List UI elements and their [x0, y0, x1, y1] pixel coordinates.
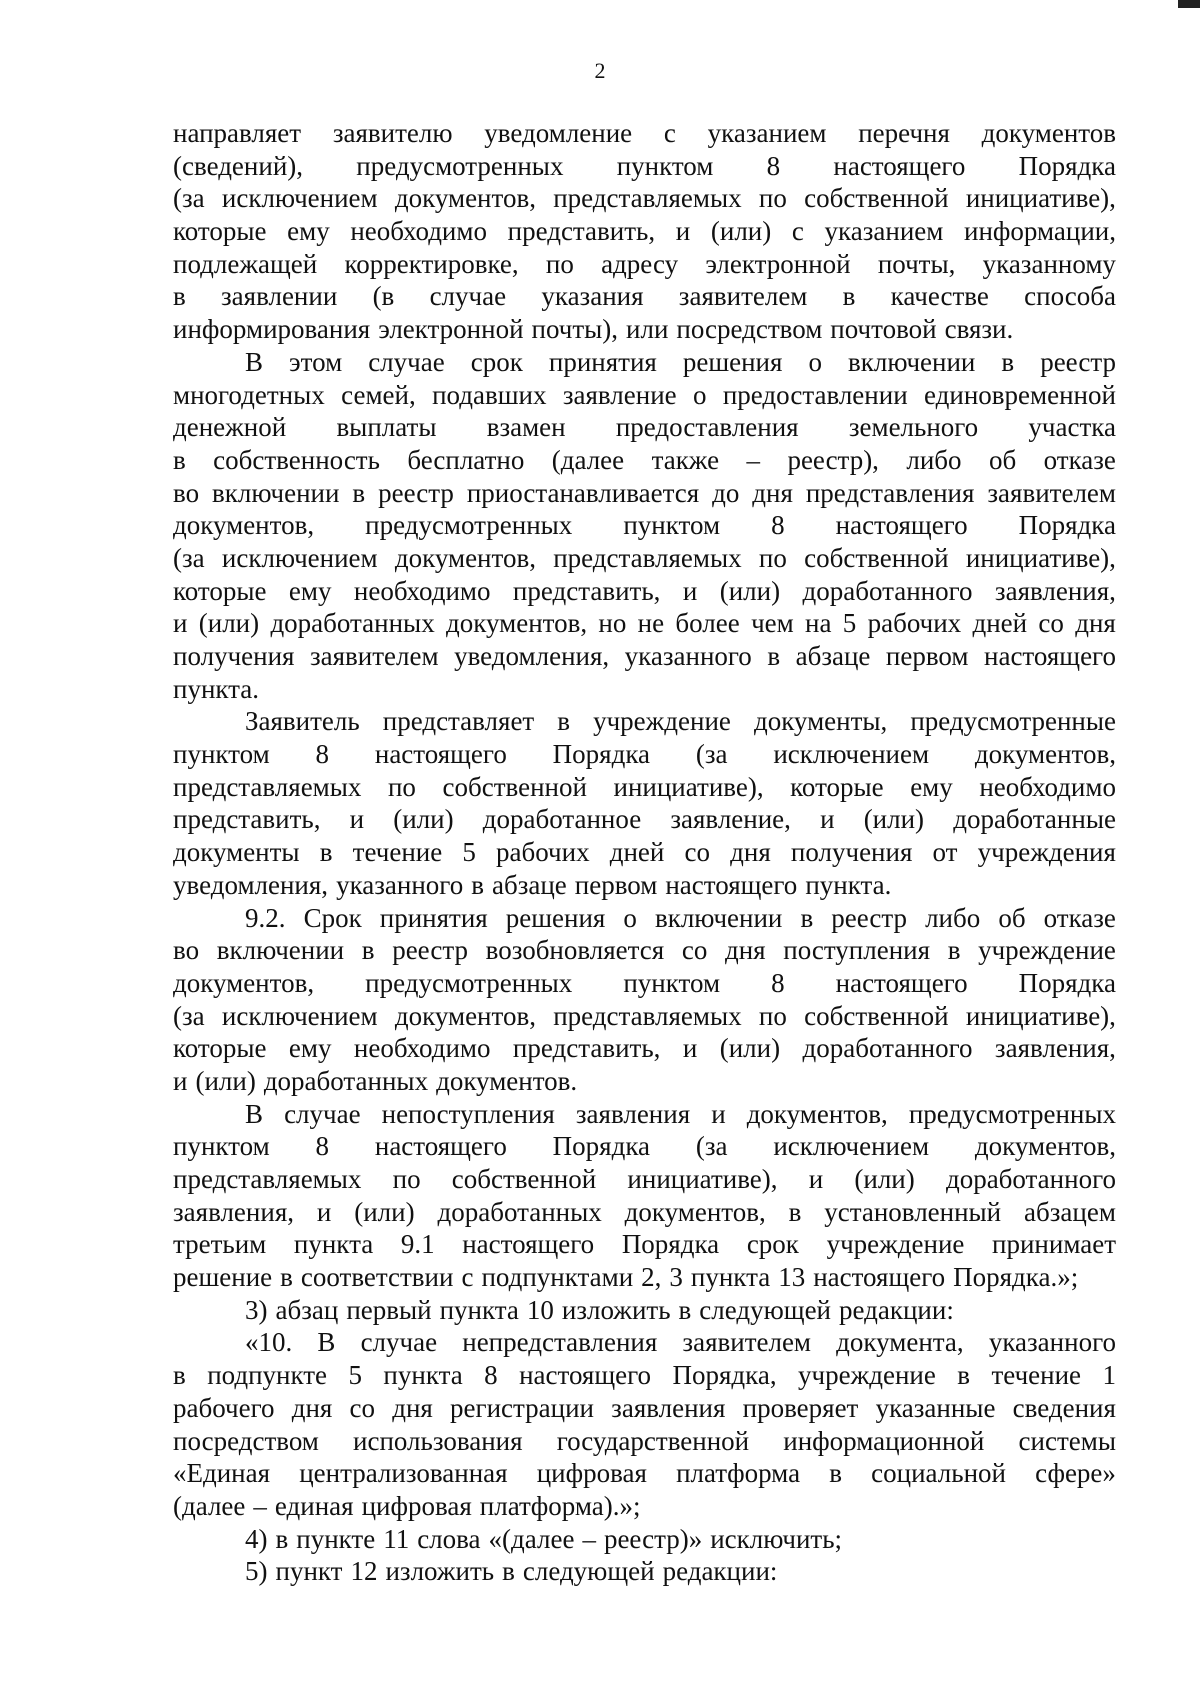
text-line: (за исключением документов, представляемых по собственной инициативе),	[173, 183, 1116, 214]
text-line: и (или) доработанных документов.	[173, 1065, 578, 1096]
paragraph	[173, 1294, 1116, 1327]
text-line: третьим пункта 9.1 настоящего Порядка срок учреждение принимает	[173, 1229, 1116, 1260]
text-line: уведомления, указанного в абзаце первом настоящего пункта.	[173, 869, 892, 900]
text-line: и (или) доработанных документов, но не более чем на 5 рабочих дней со дня	[173, 608, 1116, 639]
paragraph	[173, 1555, 1116, 1588]
text-line: 9.2. Срок принятия решения о включении в реестр либо об отказе	[245, 902, 1116, 933]
text-line: рабочего дня со дня регистрации заявления проверяет указанные сведения	[173, 1392, 1116, 1423]
text-line: Заявитель представляет в учреждение документы, предусмотренные	[245, 706, 1116, 737]
document-body	[173, 117, 1116, 1588]
text-line: которые ему необходимо представить, и (или) доработанного заявления,	[173, 575, 1116, 606]
text-line: в собственность бесплатно (далее также – реестр), либо об отказе	[173, 444, 1116, 475]
text-line: представить, и (или) доработанное заявление, и (или) доработанные	[173, 804, 1116, 835]
text-line: подлежащей корректировке, по адресу электронной почты, указанному	[173, 248, 1116, 279]
text-line: пунктом 8 настоящего Порядка (за исключением документов,	[173, 739, 1116, 770]
text-line: информирования электронной почты), или посредством почтовой связи.	[173, 314, 1014, 345]
text-line: в заявлении (в случае указания заявителем в качестве способа	[173, 281, 1116, 312]
text-line: направляет заявителю уведомление с указанием перечня документов	[173, 118, 1116, 148]
text-line: В этом случае срок принятия решения о включении в реестр	[245, 346, 1116, 377]
paragraph	[173, 1326, 1116, 1522]
text-line: (за исключением документов, представляемых по собственной инициативе),	[173, 542, 1116, 573]
text-line: во включении в реестр приостанавливается до дня представления заявителем	[173, 477, 1116, 508]
text-line: представляемых по собственной инициативе), и (или) доработанного	[173, 1164, 1116, 1194]
text-line: в подпункте 5 пункта 8 настоящего Порядка, учреждение в течение 1	[173, 1360, 1116, 1391]
text-line: денежной выплаты взамен предоставления земельного участка	[173, 412, 1116, 443]
text-line: документы в течение 5 рабочих дней со дня получения от учреждения	[173, 837, 1116, 868]
text-line: представляемых по собственной инициативе), которые ему необходимо	[173, 771, 1116, 802]
paragraph	[173, 1098, 1116, 1294]
paragraph	[173, 705, 1116, 901]
text-line: которые ему необходимо представить, и (или) с указанием информации,	[173, 216, 1116, 247]
text-line: пункта.	[173, 673, 260, 704]
text-line: (далее – единая цифровая платформа).»;	[173, 1490, 641, 1521]
text-line: «10. В случае непредставления заявителем документа, указанного	[245, 1327, 1116, 1358]
text-line: документов, предусмотренных пунктом 8 настоящего Порядка	[173, 967, 1116, 998]
text-line: посредством использования государственной информационной системы	[173, 1425, 1116, 1456]
text-line: во включении в реестр возобновляется со дня поступления в учреждение	[173, 935, 1116, 966]
text-line: 3) абзац первый пункта 10 изложить в следующей редакции:	[245, 1294, 954, 1325]
page-number: 2	[594, 58, 606, 83]
paragraph	[173, 346, 1116, 706]
text-line: многодетных семей, подавших заявление о предоставлении единовременной	[173, 379, 1116, 410]
text-line: пунктом 8 настоящего Порядка (за исключением документов,	[173, 1131, 1116, 1162]
scan-edge-mark	[1178, 0, 1200, 8]
text-line: (сведений), предусмотренных пунктом 8 настоящего Порядка	[173, 150, 1116, 181]
paragraph	[173, 117, 1116, 346]
text-line: (за исключением документов, представляемых по собственной инициативе),	[173, 1000, 1116, 1031]
text-line: которые ему необходимо представить, и (или) доработанного заявления,	[173, 1033, 1116, 1064]
text-line: получения заявителем уведомления, указанного в абзаце первом настоящего	[173, 641, 1116, 671]
text-line: 4) в пункте 11 слова «(далее – реестр)» исключить;	[245, 1523, 843, 1554]
text-line: документов, предусмотренных пунктом 8 настоящего Порядка	[173, 510, 1116, 541]
text-line: решение в соответствии с подпунктами 2, 3 пункта 13 настоящего Порядка.»;	[173, 1262, 1079, 1293]
paragraph	[173, 902, 1116, 1098]
text-line: «Единая централизованная цифровая платформа в социальной сфере»	[173, 1458, 1116, 1489]
text-line: заявления, и (или) доработанных документов, в установленный абзацем	[173, 1196, 1116, 1227]
text-line: 5) пункт 12 изложить в следующей редакции:	[245, 1556, 778, 1587]
paragraph	[173, 1523, 1116, 1556]
text-line: В случае непоступления заявления и документов, предусмотренных	[245, 1098, 1116, 1129]
